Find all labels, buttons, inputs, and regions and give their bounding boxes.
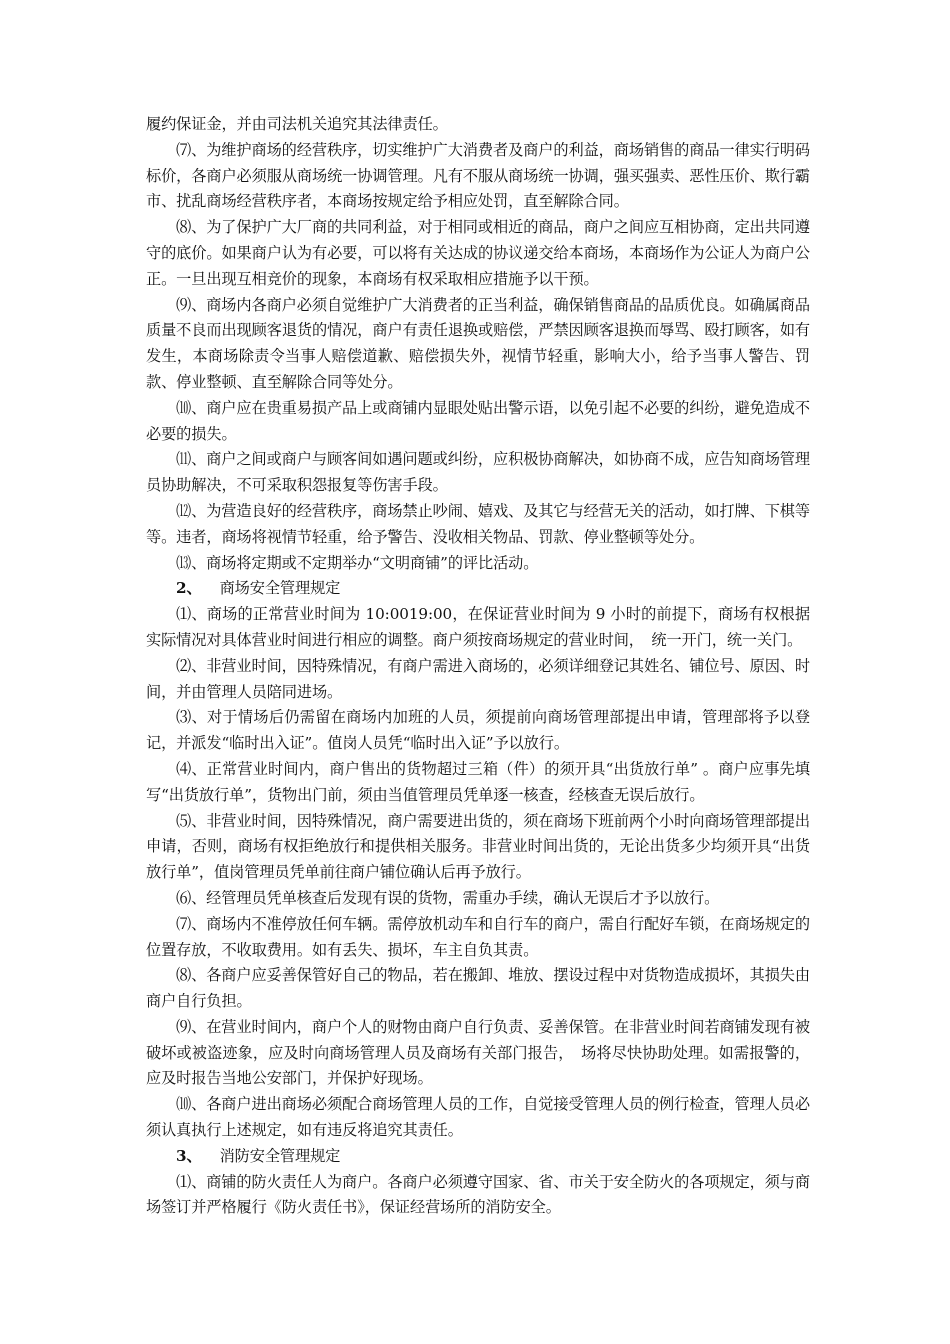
paragraph: 履约保证金，并由司法机关追究其法律责任。: [146, 115, 448, 133]
paragraph: ⑴、商场的正常营业时间为 10:0019:00，在保证营业时间为 9 小时的前提下，商场有权根据实际情况对具体营业时间进行相应的调整。商户须按商场规定的营业时间， 统一开门，统一关门。: [146, 605, 810, 649]
paragraph: ⑿、为营造良好的经营秩序，商场禁止吵闹、嬉戏、及其它与经营无关的活动，如打牌、下棋等等。违者，商场将视情节轻重，给予警告、没收相关物品、罚款、停业整顿等处分。: [146, 501, 810, 546]
paragraph: ⑸、非营业时间，因特殊情况，商户需要进出货的，须在商场下班前两个小时向商场管理部提出申请，否则，商场有权拒绝放行和提供相关服务。非营业时间出货的，无论出货多少均须开具“出货放行单”，值岗管理员凭单前往商户铺位确认后再予放行。: [146, 811, 810, 882]
paragraph: ⑷、正常营业时间内，商户售出的货物超过三箱（件）的须开具“出货放行单” 。商户应事先填写“出货放行单”，货物出门前，须由当值管理员凭单逐一核查，经核查无误后放行。: [146, 759, 810, 804]
paragraph: ⑵、非营业时间，因特殊情况，有商户需进入商场的，必须详细登记其姓名、铺位号、原因、时间，并由管理人员陪同进场。: [146, 656, 810, 701]
section-title: 商场安全管理规定: [219, 579, 341, 598]
paragraph: ⑺、商场内不准停放任何车辆。需停放机动车和自行车的商户，需自行配好车锁，在商场规定的位置存放，不收取费用。如有丢失、损坏，车主自负其责。: [146, 914, 810, 959]
paragraph: ⑽、商户应在贵重易损产品上或商铺内显眼处贴出警示语，以免引起不必要的纠纷，避免造成不必要的损失。: [146, 398, 810, 443]
paragraph: ⑻、各商户应妥善保管好自己的物品，若在搬卸、堆放、摆设过程中对货物造成损坏，其损失由商户自行负担。: [146, 966, 810, 1011]
paragraph: ⑼、在营业时间内，商户个人的财物由商户自行负责、妥善保管。在非营业时间若商铺发现有被破坏或被盗迹象，应及时向商场管理人员及商场有关部门报告， 场将尽快协助处理。如需报警的，应及时报告当地公安部门，并保护好现场。: [146, 1017, 810, 1088]
paragraph: ⑹、经管理员凭单核查后发现有误的货物，需重办手续，确认无误后才予以放行。: [176, 888, 720, 907]
paragraph: ⑶、对于情场后仍需留在商场内加班的人员，须提前向商场管理部提出申请，管理部将予以登记，并派发“临时出入证”。值岗人员凭“临时出入证”予以放行。: [146, 708, 810, 753]
section-heading: [146, 1144, 810, 1170]
paragraph: ⑺、为维护商场的经营秩序，切实维护广大消费者及商户的利益，商场销售的商品一律实行明码标价，各商户必须服从商场统一协调管理。凡有不服从商场统一协调，强买强卖、恶性压价、欺行霸市、扰乱商场经营秩序者，本商场按规定给予相应处罚，直至解除合同。: [146, 140, 810, 211]
paragraph: ⑾、商户之间或商户与顾客间如遇问题或纠纷，应积极协商解决，如协商不成，应告知商场管理员协助解决，不可采取积怨报复等伤害手段。: [146, 450, 810, 495]
paragraph: ⑻、为了保护广大厂商的共同利益，对于相同或相近的商品，商户之间应互相协商，定出共同遵守的底价。如果商户认为有必要，可以将有关达成的协议递交给本商场，本商场作为公证人为商户公正。一旦出现互相竞价的现象，本商场有权采取相应措施予以干预。: [146, 218, 810, 288]
paragraph: ⑴、商铺的防火责任人为商户。各商户必须遵守国家、省、市关于安全防火的各项规定，须与商场签订并严格履行《防火责任书》，保证经营场所的消防安全。: [146, 1172, 810, 1217]
section-number: 2、: [176, 579, 202, 598]
section-number: 3、: [176, 1146, 202, 1165]
paragraph: ⒀、商场将定期或不定期举办“文明商铺”的评比活动。: [176, 553, 539, 572]
section-title: 消防安全管理规定: [219, 1146, 341, 1165]
paragraph: ⑽、各商户进出商场必须配合商场管理人员的工作，自觉接受管理人员的例行检查，管理人员必须认真执行上述规定，如有违反将追究其责任。: [146, 1095, 810, 1140]
section-heading: [146, 576, 810, 602]
document-body: [146, 112, 810, 1221]
paragraph: ⑼、商场内各商户必须自觉维护广大消费者的正当利益，确保销售商品的品质优良。如确属商品质量不良而出现顾客退货的情况，商户有责任退换或赔偿，严禁因顾客退换而辱骂、殴打顾客，如有发生，本商场除责令当事人赔偿道歉、赔偿损失外，视情节轻重，影响大小，给予当事人警告、罚款、停业整顿、直至解除合同等处分。: [146, 295, 810, 391]
